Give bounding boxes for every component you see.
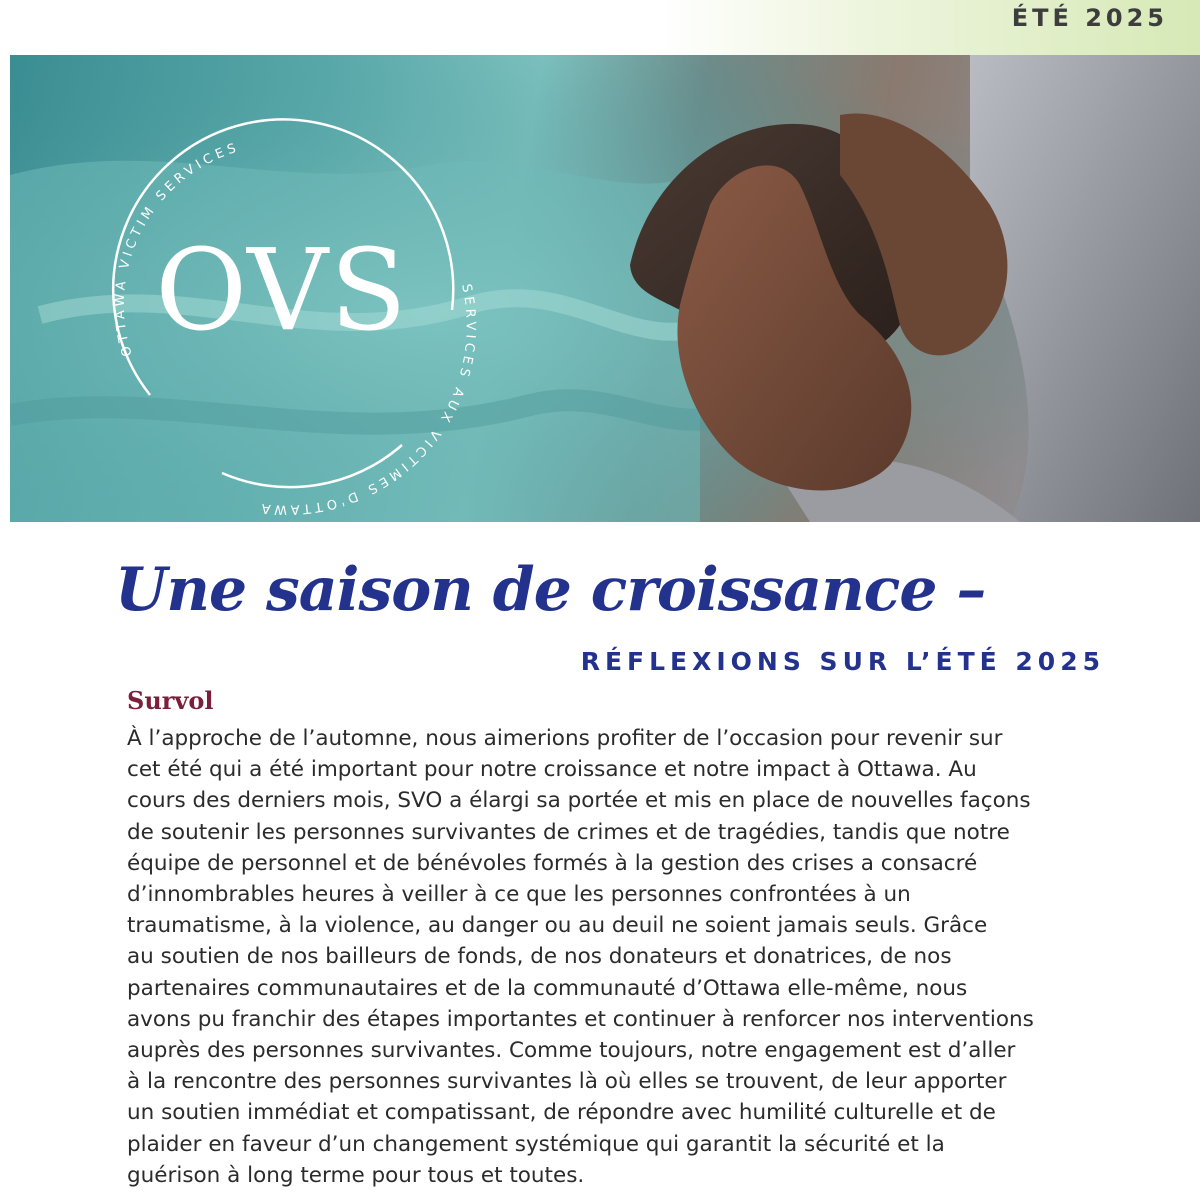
body-line: traumatisme, à la violence, au danger ou au deuil ne soient jamais seuls. Grâce	[127, 913, 988, 939]
section-title: Survol	[127, 686, 214, 715]
article-title: Une saison de croissance –	[115, 555, 986, 625]
body-line: partenaires communautaires et de la communauté d’Ottawa elle-même, nous	[127, 975, 968, 1001]
body-line: cours des derniers mois, SVO a élargi sa portée et mis en place de nouvelles façons	[127, 788, 1031, 814]
body-line: au soutien de nos bailleurs de fonds, de nos donateurs et donatrices, de nos	[127, 944, 952, 970]
body-line: guérison à long terme pour tous et toutes.	[127, 1162, 585, 1188]
edition-label: ÉTÉ 2025	[1011, 4, 1168, 32]
body-line: À l’approche de l’automne, nous aimerions profiter de l’occasion pour revenir sur	[127, 726, 1003, 751]
body-line: auprès des personnes survivantes. Comme toujours, notre engagement est d’aller	[127, 1038, 1016, 1064]
article-body	[127, 723, 1137, 1191]
body-line: cet été qui a été important pour notre croissance et notre impact à Ottawa. Au	[127, 757, 977, 783]
logo-wordmark: OVS	[155, 226, 409, 356]
logo-ring-bottom-text: SERVICES AUX VICTIMES D'OTTAWA	[256, 282, 478, 515]
ovs-logo	[72, 95, 492, 515]
body-line: de soutenir les personnes survivantes de crimes et de tragédies, tandis que notre	[127, 819, 1010, 845]
article-subtitle: RÉFLEXIONS SUR L’ÉTÉ 2025	[580, 647, 1105, 676]
logo-ring-top-text: OTTAWA VICTIM SERVICES	[112, 140, 242, 359]
hero-photo	[10, 55, 1200, 522]
body-line: avons pu franchir des étapes importantes et continuer à renforcer nos interventions	[127, 1006, 1034, 1032]
body-line: un soutien immédiat et compatissant, de répondre avec humilité culturelle et de	[127, 1100, 996, 1126]
body-line: équipe de personnel et de bénévoles formés à la gestion des crises a consacré	[127, 850, 978, 876]
body-line: à la rencontre des personnes survivantes là où elles se trouvent, de leur apporter	[127, 1069, 1007, 1095]
body-line: d’innombrables heures à veiller à ce que les personnes confrontées à un	[127, 882, 911, 908]
body-line: plaider en faveur d’un changement systémique qui garantit la sécurité et la	[127, 1131, 945, 1157]
